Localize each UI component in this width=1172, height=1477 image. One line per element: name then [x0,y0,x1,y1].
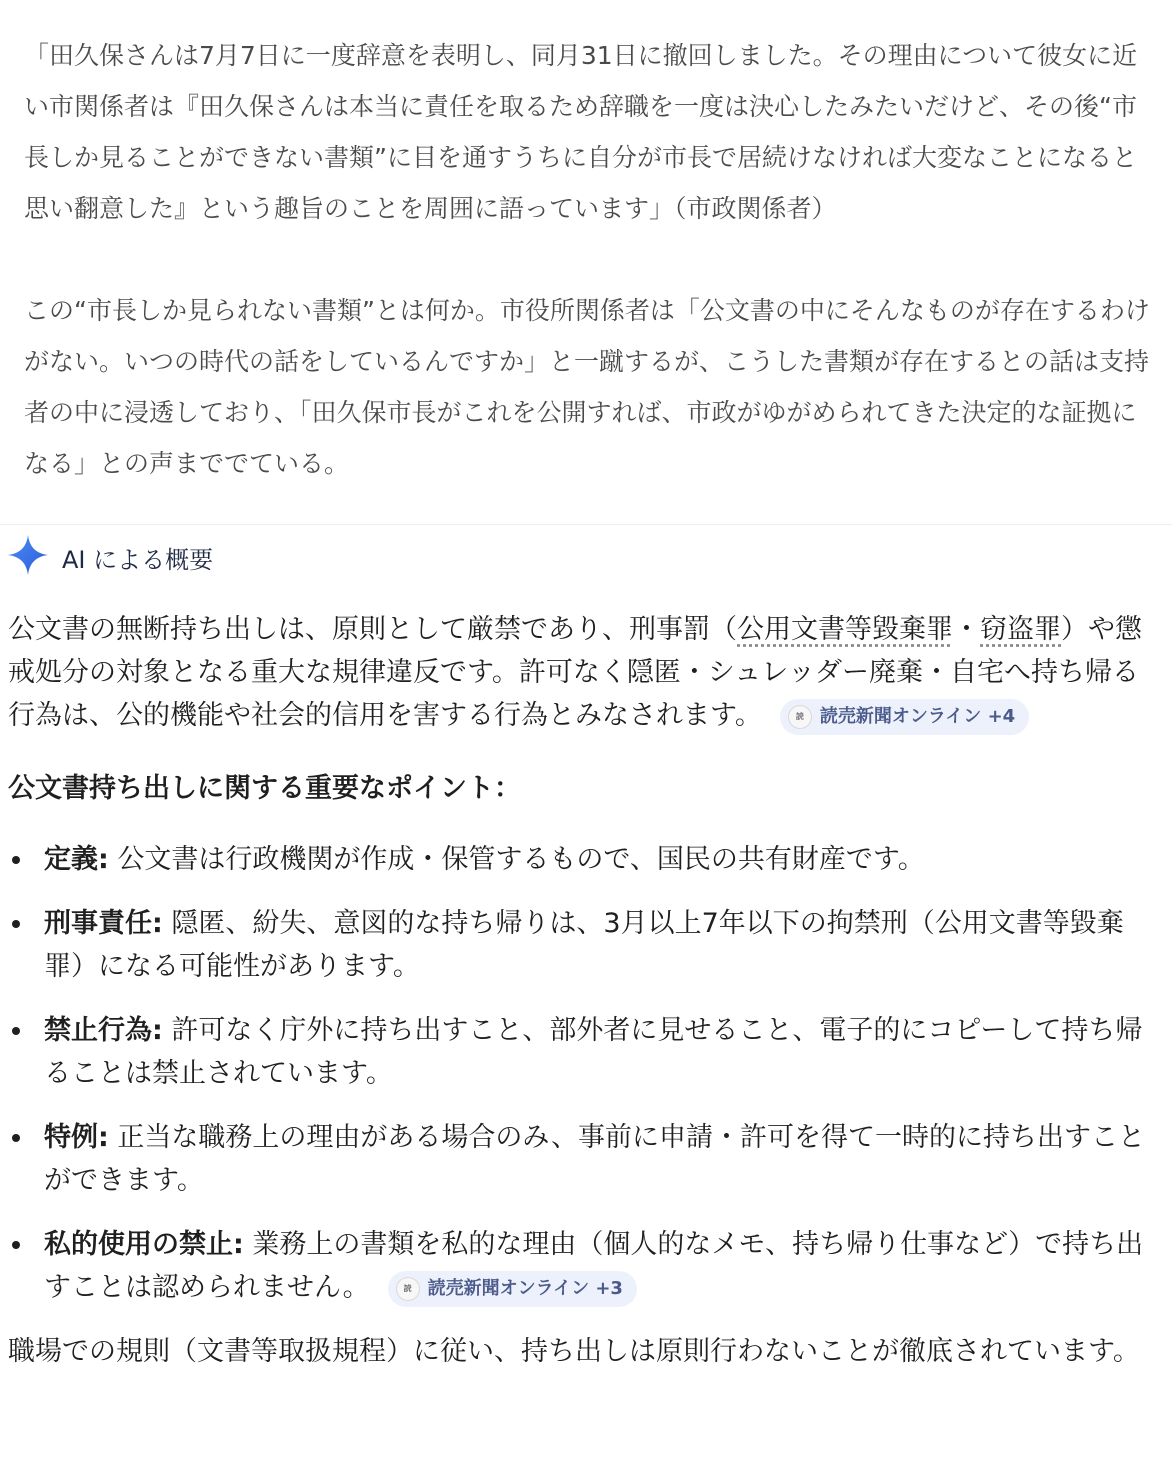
ai-overview-intro [8,608,1158,737]
point-text: 公文書は行政機関が作成・保管するもので、国民の共有財産です。 [108,844,925,875]
quote-paragraph-2: この“市長しか見られない書類”とは何か。市役所関係者は「公文書の中にそんなものが存在するわけがない。いつの時代の話をしているんですか」と一蹴するが、こうした書類が存在するとの話は支持者の中に浸透しており、「田久保市長がこれを公開すれば、市政がゆがめられてきた決定的な証拠になる」との声まででている。 [24,296,1150,478]
section-title: 公文書持ち出しに関する重要なポイント： [8,773,521,804]
quote-paragraph-1: 「田久保さんは7月7日に一度辞意を表明し、同月31日に撤回しました。その理由について彼女に近い市関係者は『田久保さんは本当に責任を取るため辞職を一度は決心したみたいだけど、その後“市長しか見ることができない書類”に目を通すうちに自分が市長で居続けなければ大変なことになると思い翻意した』という趣旨のことを周囲に語っています」（市政関係者） [24,41,1138,223]
intro-text-after: ）や懲戒処分の対象となる重大な規律違反です。許可なく隠匿・シュレッダー廃棄・自宅へ持ち帰る行為は、公的機能や社会的信用を害する行為とみなされます。 [8,614,1142,731]
point-term: 禁止行為: [44,1015,163,1046]
intro-separator: ・ [953,614,980,645]
point-term: 定義: [44,844,109,875]
closing-text: 職場での規則（文書等取扱規程）に従い、持ち出しは原則行わないことが徹底されています。 [8,1336,1140,1367]
ai-overview-content [8,608,1158,1373]
list-item [8,1223,1158,1309]
intro-text-before: 公文書の無断持ち出しは、原則として厳禁であり、刑事罰（ [8,614,737,645]
point-text: 隠匿、紛失、意図的な持ち帰りは、3月以上7年以下の拘禁刑（公用文書等毀棄罪）になる可能性があります。 [44,908,1124,982]
term-link-settou[interactable]: 窃盗罪 [980,614,1061,645]
divider [0,524,1172,525]
term-link-kouyou[interactable]: 公用文書等毀棄罪 [737,614,953,645]
newspaper-logo-icon: 読 [788,705,812,729]
source-chip-label: 読売新聞オンライン +3 [427,1277,623,1299]
list-item [8,902,1158,988]
sparkle-icon [6,533,50,581]
ai-overview-header [6,534,213,580]
list-item [8,1009,1158,1095]
point-text: 正当な職務上の理由がある場合のみ、事前に申請・許可を得て一時的に持ち出すことができます。 [44,1122,1146,1196]
points-list [8,838,1158,1309]
point-term: 特例: [44,1122,109,1153]
list-item [8,838,1158,881]
ai-overview-title: AI による概要 [62,545,214,574]
source-chip[interactable] [780,699,1029,735]
list-item [8,1116,1158,1202]
source-chip[interactable] [388,1271,637,1307]
point-text: 許可なく庁外に持ち出すこと、部外者に見せること、電子的にコピーして持ち帰ることは禁止されています。 [44,1015,1143,1089]
point-text: 業務上の書類を私的な理由（個人的なメモ、持ち帰り仕事など）で持ち出すことは認められません。 [44,1229,1144,1303]
source-chip-label: 読売新聞オンライン +4 [819,705,1016,727]
article-quote [24,30,1152,489]
newspaper-logo-icon: 読 [396,1277,420,1301]
point-term: 刑事責任: [44,908,163,939]
point-term: 私的使用の禁止: [44,1229,244,1260]
